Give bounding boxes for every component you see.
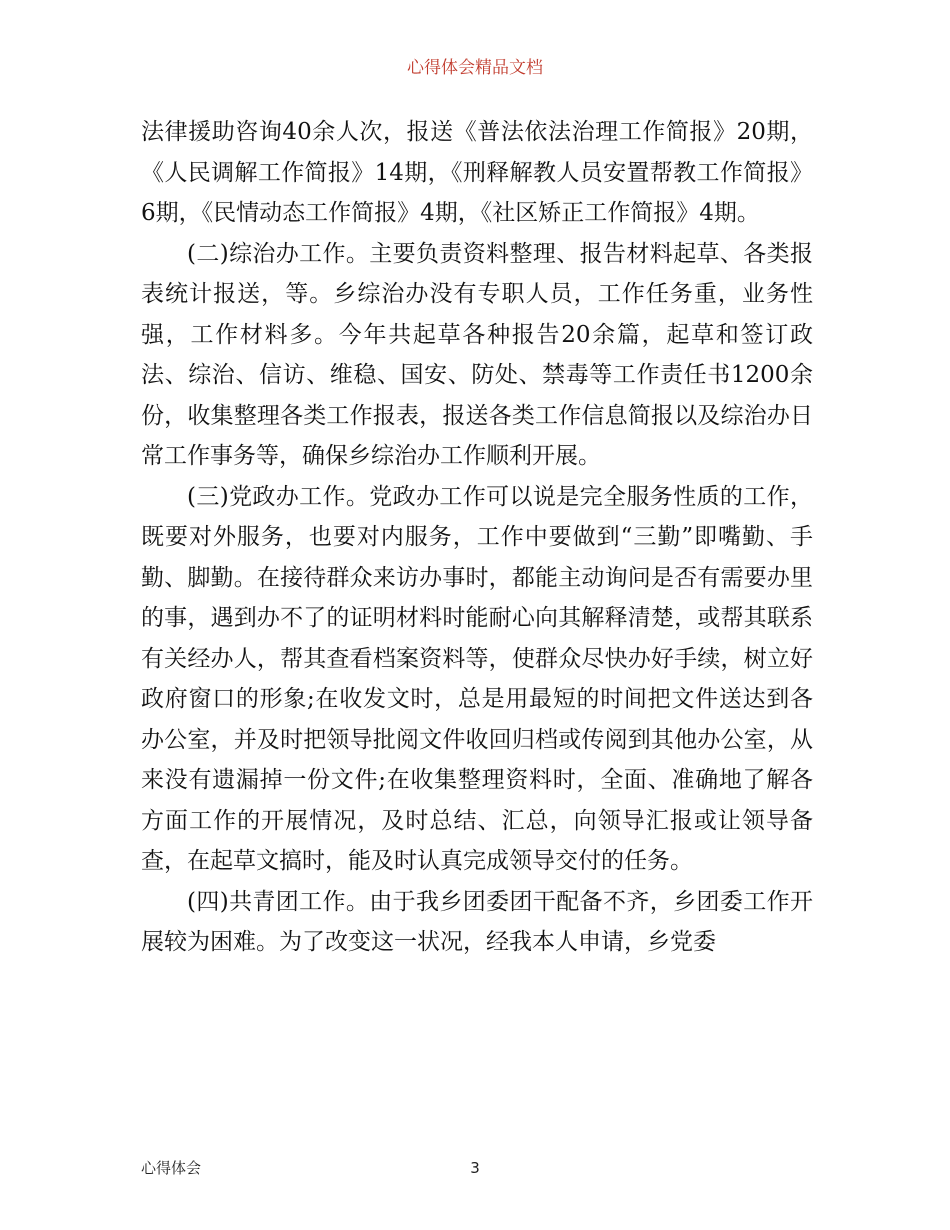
footer-label: 心得体会 xyxy=(141,1159,202,1177)
document-body xyxy=(141,112,813,963)
paragraph-continuation: 法律援助咨询40余人次，报送《普法依法治理工作简报》20期，《人民调解工作简报》14期，《刑释解教人员安置帮教工作简报》6期，《民情动态工作简报》4期，《社区矫正工作简报》4期。 xyxy=(141,119,813,226)
page-header-title: 心得体会精品文档 xyxy=(407,58,543,78)
paragraph-section-4: (四)共青团工作。由于我乡团委团干配备不齐，乡团委工作开展较为困难。为了改变这一状况，经我本人申请，乡党委 xyxy=(141,888,813,955)
paragraph-section-2: (二)综治办工作。主要负责资料整理、报告材料起草、各类报表统计报送，等。乡综治办没有专职人员，工作任务重，业务性强，工作材料多。今年共起草各种报告20余篇，起草和签订政法、综治、信访、维稳、国安、防处、禁毒等工作责任书1200余份，收集整理各类工作报表，报送各类工作信息简报以及综治办日常工作事务等，确保乡综治办工作顺利开展。 xyxy=(141,240,813,469)
page-number: 3 xyxy=(470,1159,480,1177)
paragraph-section-3: (三)党政办工作。党政办工作可以说是完全服务性质的工作，既要对外服务，也要对内服务，工作中要做到“三勤”即嘴勤、手勤、脚勤。在接待群众来访办事时，都能主动询问是否有需要办里的事，遇到办不了的证明材料时能耐心向其解释清楚，或帮其联系有关经办人，帮其查看档案资料等，使群众尽快办好手续，树立好政府窗口的形象;在收发文时，总是用最短的时间把文件送达到各办公室，并及时把领导批阅文件收回归档或传阅到其他办公室，从来没有遗漏掉一份文件;在收集整理资料时，全面、准确地了解各方面工作的开展情况，及时总结、汇总，向领导汇报或让领导备查，在起草文搞时，能及时认真完成领导交付的任务。 xyxy=(141,483,813,874)
